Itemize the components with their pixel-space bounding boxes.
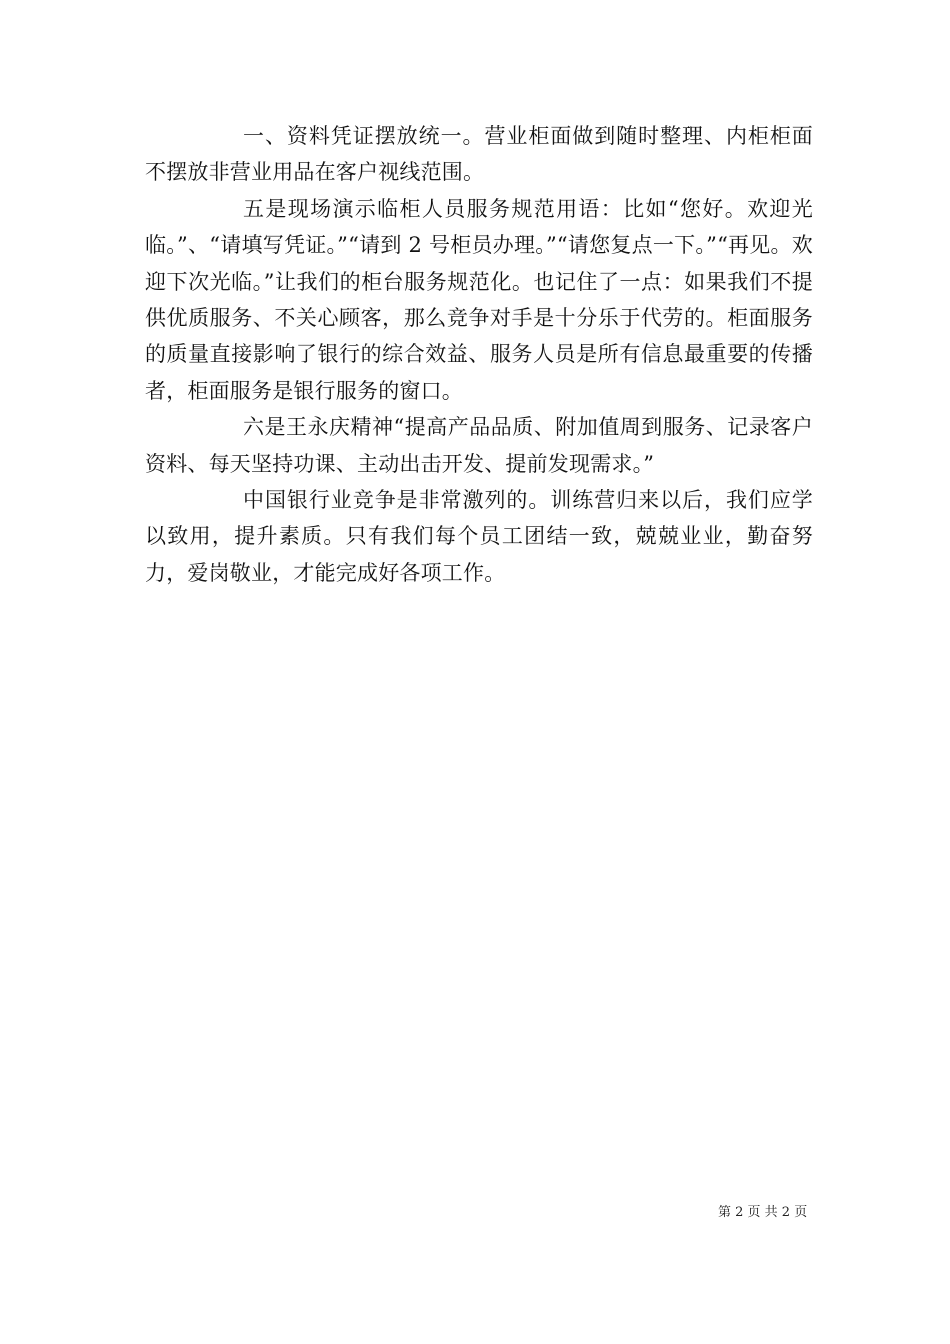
paragraph-1: 一、资料凭证摆放统一。营业柜面做到随时整理、内柜柜面不摆放非营业用品在客户视线范围。 xyxy=(145,124,813,185)
page-number-footer: 第 2 页 共 2 页 xyxy=(718,1205,808,1220)
paragraph-4: 中国银行业竞争是非常激列的。训练营归来以后，我们应学以致用，提升素质。只有我们每个员工团结一致，兢兢业业，勤奋努力，爱岗敬业，才能完成好各项工作。 xyxy=(145,488,813,585)
paragraph-3: 六是王永庆精神“提高产品品质、附加值周到服务、记录客户资料、每天坚持功课、主动出击开发、提前发现需求。” xyxy=(145,415,813,476)
paragraph-2: 五是现场演示临柜人员服务规范用语：比如“您好。欢迎光临。”、“请填写凭证。”“请到 2 号柜员办理。”“请您复点一下。”“再见。欢迎下次光临。”让我们的柜台服务规范化。也记住了一点：如果我们不提供优质服务、不关心顾客，那么竞争对手是十分乐于代劳的。柜面服务的质量直接影响了银行的综合效益、服务人员是所有信息最重要的传播者，柜面服务是银行服务的窗口。 xyxy=(145,196,813,403)
document-body xyxy=(145,118,813,591)
